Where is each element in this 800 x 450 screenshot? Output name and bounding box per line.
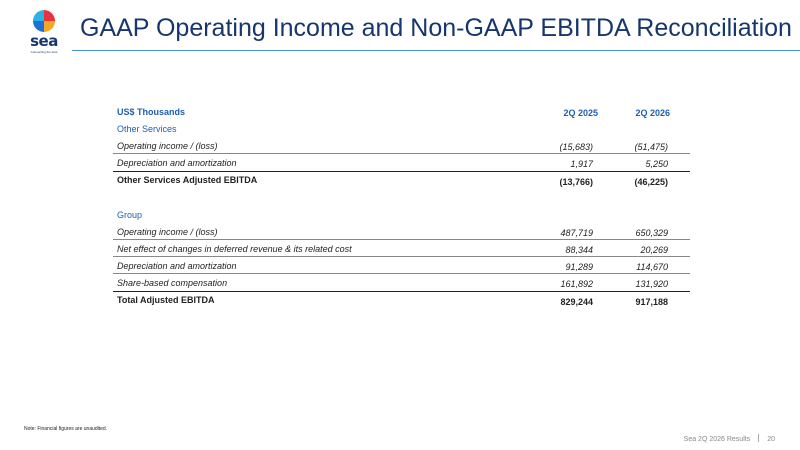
row-value-2q2026: 650,329	[635, 228, 668, 238]
section-other-services	[113, 120, 690, 137]
row-value-2q2025: (13,766)	[559, 177, 593, 187]
logo-wordmark: sea	[30, 32, 58, 50]
row-value-2q2025: 1,917	[570, 159, 593, 169]
table-row	[113, 223, 690, 240]
unit-label: US$ Thousands	[117, 107, 186, 117]
table-header-row	[113, 103, 690, 120]
row-value-2q2025: 91,289	[565, 262, 593, 272]
row-label: Depreciation and amortization	[117, 261, 237, 271]
row-value-2q2026: 5,250	[645, 159, 668, 169]
section-label: Group	[117, 210, 143, 220]
row-label: Operating income / (loss)	[117, 141, 218, 151]
reconciliation-table	[113, 103, 690, 308]
table-total-row	[113, 291, 690, 308]
title-divider	[72, 50, 800, 51]
table-row	[113, 274, 690, 291]
row-value-2q2025: (15,683)	[559, 142, 593, 152]
row-value-2q2025: 487,719	[560, 228, 593, 238]
row-label: Other Services Adjusted EBITDA	[117, 175, 258, 185]
row-label: Total Adjusted EBITDA	[117, 295, 215, 305]
sea-logo	[24, 10, 64, 54]
row-value-2q2026: 131,920	[635, 279, 668, 289]
table-row	[113, 257, 690, 274]
page-title: GAAP Operating Income and Non-GAAP EBITDA Reconciliation	[80, 14, 792, 42]
row-value-2q2026: 114,670	[636, 262, 668, 272]
sea-logo-icon	[33, 10, 55, 32]
table-row	[113, 240, 690, 257]
column-header-2q2025: 2Q 2025	[563, 108, 598, 118]
table-total-row	[113, 171, 690, 188]
section-group	[113, 206, 690, 223]
row-value-2q2026: (46,225)	[634, 177, 668, 187]
row-value-2q2025: 829,244	[560, 297, 593, 307]
table-row	[113, 137, 690, 154]
row-value-2q2025: 88,344	[565, 245, 593, 255]
logo-tagline: Connecting the dots	[30, 50, 58, 54]
table-spacer	[113, 188, 690, 206]
row-value-2q2026: 917,188	[635, 297, 668, 307]
row-value-2q2026: (51,475)	[634, 142, 668, 152]
row-label: Depreciation and amortization	[117, 158, 237, 168]
section-label: Other Services	[117, 124, 177, 134]
column-header-2q2026: 2Q 2026	[635, 108, 670, 118]
footer-label: Sea 2Q 2026 Results	[683, 436, 751, 443]
footnote: Note: Financial figures are unaudited.	[24, 426, 108, 432]
page-number: 20	[767, 436, 775, 443]
row-value-2q2026: 20,269	[640, 245, 668, 255]
row-label: Net effect of changes in deferred revenue & its related cost	[117, 244, 352, 254]
row-value-2q2025: 161,892	[560, 279, 593, 289]
table-row	[113, 154, 690, 171]
row-label: Share-based compensation	[117, 278, 228, 288]
row-label: Operating income / (loss)	[117, 227, 218, 237]
slide-footer	[684, 434, 775, 443]
footer-divider	[758, 434, 759, 442]
